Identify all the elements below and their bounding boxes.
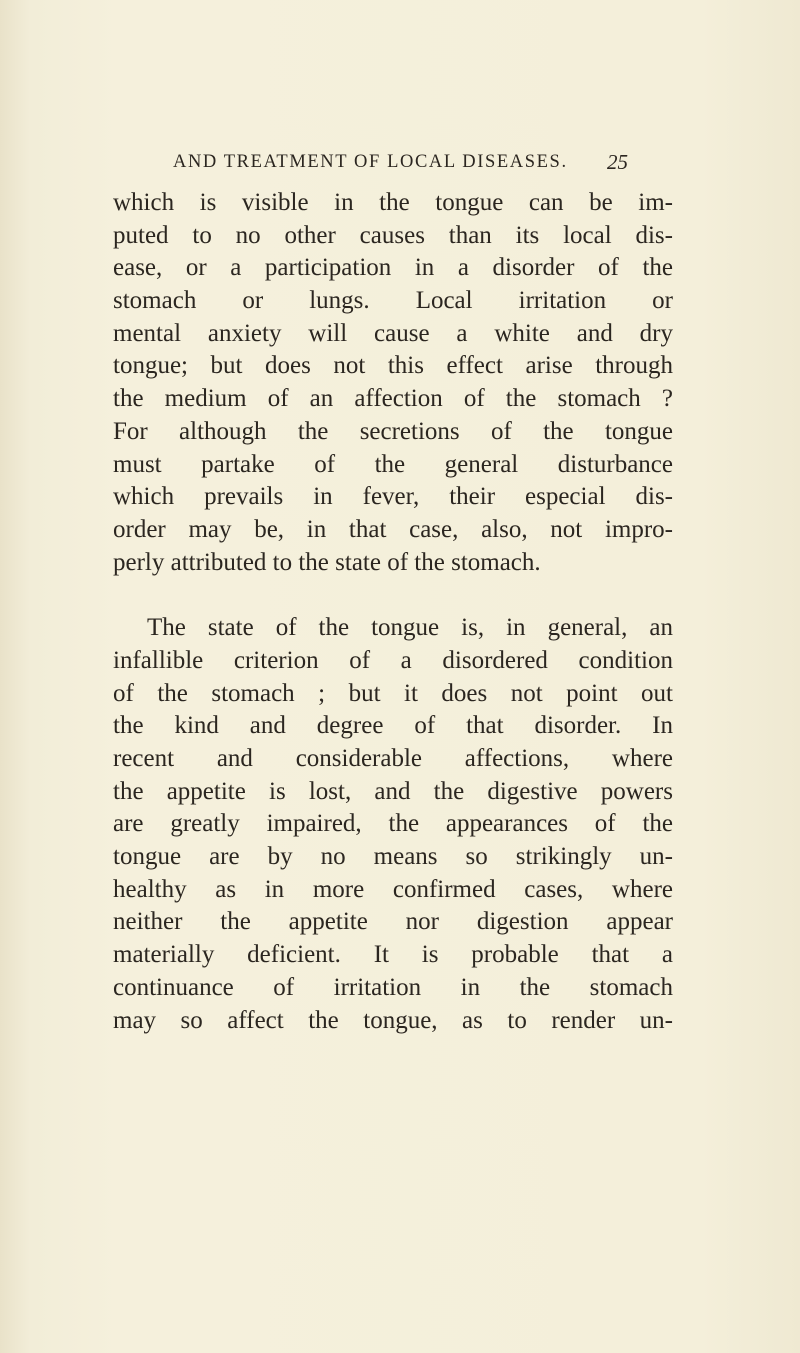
paragraph-2 (113, 612, 673, 1037)
text-line: For although the secretions of the tongue (113, 417, 673, 445)
text-line: recent and considerable affections, where (113, 745, 673, 772)
text-line: the appetite is lost, and the digestive powers (113, 777, 673, 805)
text-line: ease, or a participation in a disorder of the (113, 254, 673, 282)
text-line: which prevails in fever, their especial dis- (113, 483, 673, 511)
running-title: AND TREATMENT OF LOCAL DISEASES. (173, 152, 568, 172)
text-line: stomach or lungs. Local irritation or (113, 287, 673, 315)
text-line: must partake of the general disturbance (113, 450, 673, 478)
text-line: the kind and degree of that disorder. In (113, 712, 673, 740)
text-line: are greatly impaired, the appearances of the (113, 810, 673, 838)
paragraph-gap (113, 579, 673, 612)
text-line: The state of the tongue is, in general, an (147, 614, 673, 642)
page-number: 25 (607, 150, 628, 174)
page-header (0, 147, 800, 177)
text-line: infallible criterion of a disordered condition (113, 646, 673, 674)
text-line: continuance of irritation in the stomach (113, 973, 673, 1001)
text-line: healthy as in more confirmed cases, where (113, 875, 673, 903)
text-line: puted to no other causes than its local dis- (113, 221, 673, 249)
text-line: the medium of an affection of the stomach ? (113, 385, 673, 413)
text-line: which is visible in the tongue can be im- (113, 189, 673, 216)
text-line: of the stomach ; but it does not point out (113, 679, 673, 707)
text-line: materially deficient. It is probable that a (113, 941, 673, 969)
text-line: tongue; but does not this effect arise through (113, 352, 673, 380)
text-line: neither the appetite nor digestion appear (113, 908, 673, 936)
body-text (113, 187, 673, 1037)
text-line: tongue are by no means so strikingly un- (113, 843, 673, 871)
text-line: order may be, in that case, also, not impro- (113, 515, 673, 543)
text-line: may so affect the tongue, as to render un- (113, 1006, 673, 1034)
text-line: perly attributed to the state of the stomach. (113, 548, 541, 576)
paragraph-1 (113, 187, 673, 579)
text-line: mental anxiety will cause a white and dry (113, 319, 673, 347)
